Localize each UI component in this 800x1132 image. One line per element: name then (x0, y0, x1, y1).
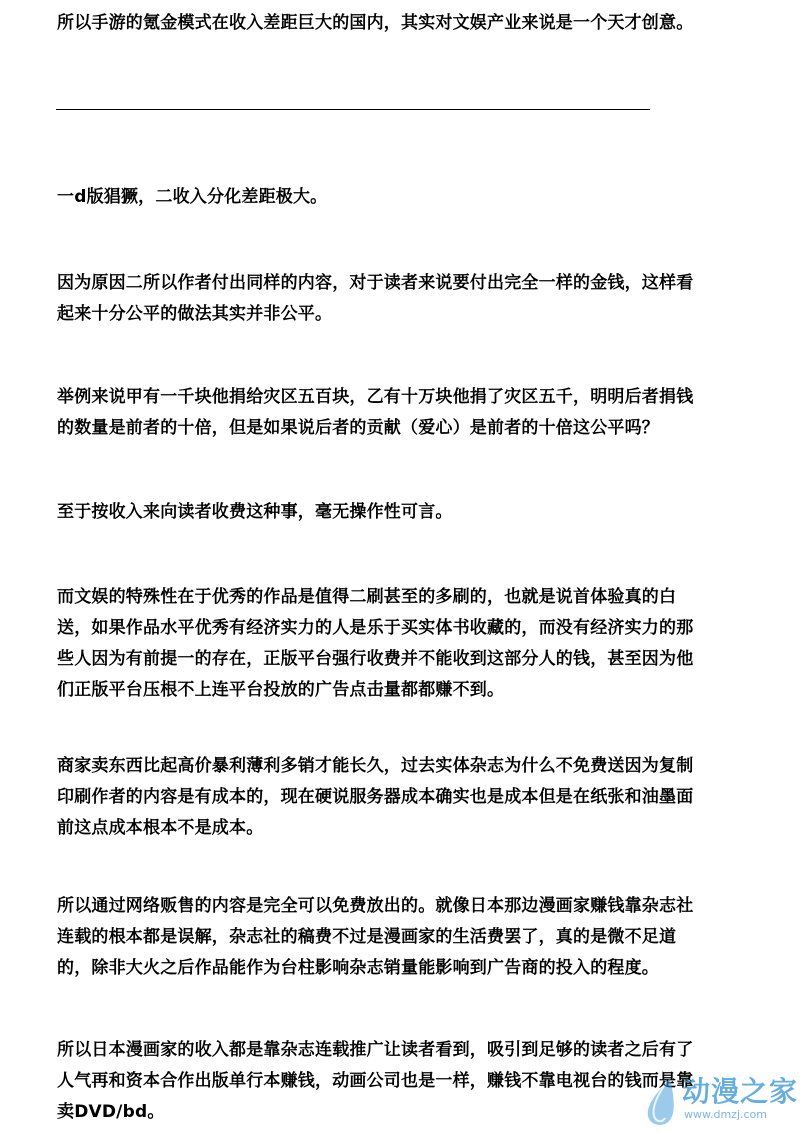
paragraph-3: 因为原因二所以作者付出同样的内容，对于读者来说要付出完全一样的金钱，这样看 起来十分公平的做法其实并非公平。 (57, 273, 694, 324)
paragraph-7: 商家卖东西比起高价暴利薄利多销才能长久，过去实体杂志为什么不免费送因为复制 印刷作者的内容是有成本的，现在硬说服务器成本确实也是成本但是在纸张和油墨面 前这点成本根本不是成本。 (57, 756, 694, 838)
paragraph-5: 至于按收入来向读者收费这种事，毫无操作性可言。 (57, 502, 453, 522)
paragraph-4: 举例来说甲有一千块他捐给灾区五百块，乙有十万块他捐了灾区五千，明明后者捐钱 的数量是前者的十倍，但是如果说后者的贡献（爱心）是前者的十倍这公平吗？ (57, 387, 694, 438)
site-watermark (640, 1070, 800, 1132)
paragraph-1: 所以手游的氪金模式在收入差距巨大的国内，其实对文娱产业来说是一个天才创意。 (57, 13, 694, 33)
watermark-url: www.dmzj.com (684, 1108, 767, 1121)
paragraph-9: 所以日本漫画家的收入都是靠杂志连载推广让读者看到，吸引到足够的读者之后有了 人气再和资本合作出版单行本赚钱，动画公司也是一样，赚钱不靠电视台的钱而是靠 卖DVD/bd。 (57, 1040, 694, 1122)
water-drop-icon (640, 1076, 684, 1128)
paragraph-2: 一d版猖獗，二收入分化差距极大。 (57, 187, 328, 207)
paragraph-6: 而文娱的特殊性在于优秀的作品是值得二刷甚至的多刷的，也就是说首体验真的白 送，如果作品水平优秀有经济实力的人是乐于买实体书收藏的，而没有经济实力的那 些人因为有前提一的存在，正版平台强行收费并不能收到这部分人的钱，甚至因为他 们正版平台压根不上连平台投放的广告点击量都都赚不到。 (57, 587, 694, 700)
watermark-logo-text: 动漫之家 (682, 1075, 799, 1108)
horizontal-divider (56, 109, 650, 110)
paragraph-8: 所以通过网络贩售的内容是完全可以免费放出的。就像日本那边漫画家赚钱靠杂志社 连载的根本都是误解，杂志社的稿费不过是漫画家的生活费罢了，真的是微不足道 的，除非大火之后作品能作为台柱影响杂志销量能影响到广告商的投入的程度。 (57, 896, 694, 978)
